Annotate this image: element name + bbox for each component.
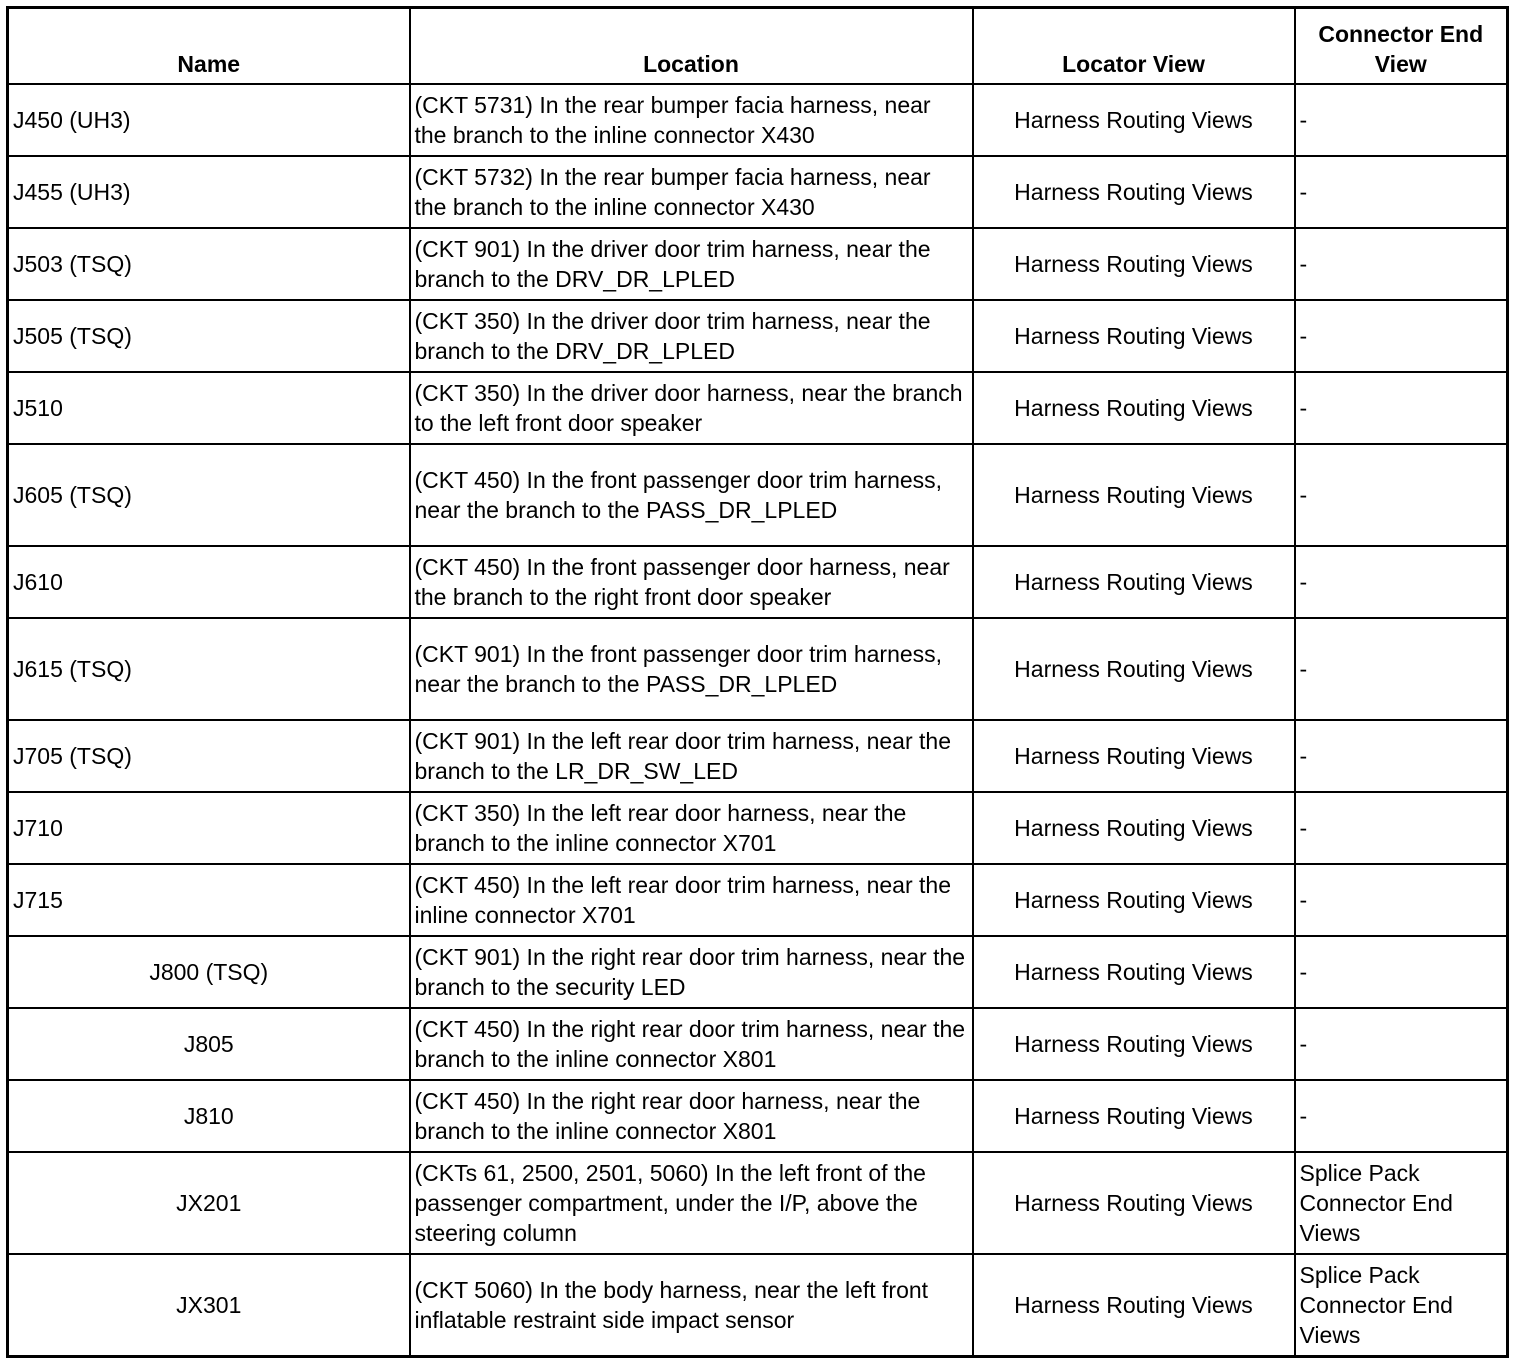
cell-locator-view: Harness Routing Views [973,618,1295,720]
table-row [8,372,1508,444]
cell-connector-end-view: - [1295,618,1508,720]
table-row [8,228,1508,300]
cell-name: J805 [8,1008,410,1080]
cell-name: J505 (TSQ) [8,300,410,372]
cell-connector-end-view: Splice Pack Connector End Views [1295,1152,1508,1254]
cell-location: (CKT 450) In the right rear door trim harness, near the branch to the inline connector X801 [410,1008,973,1080]
cell-locator-view: Harness Routing Views [973,444,1295,546]
cell-name: J800 (TSQ) [8,936,410,1008]
cell-connector-end-view: - [1295,372,1508,444]
table-row [8,936,1508,1008]
cell-connector-end-view: - [1295,546,1508,618]
cell-connector-end-view: - [1295,156,1508,228]
cell-location: (CKT 901) In the front passenger door trim harness, near the branch to the PASS_DR_LPLED [410,618,973,720]
cell-connector-end-view: - [1295,228,1508,300]
cell-location: (CKT 450) In the left rear door trim harness, near the inline connector X701 [410,864,973,936]
cell-location: (CKT 450) In the front passenger door harness, near the branch to the right front door speaker [410,546,973,618]
table-row [8,546,1508,618]
cell-name: JX201 [8,1152,410,1254]
cell-connector-end-view: - [1295,84,1508,156]
column-header-name: Name [8,8,410,85]
cell-connector-end-view: - [1295,1080,1508,1152]
cell-name: J710 [8,792,410,864]
cell-locator-view: Harness Routing Views [973,372,1295,444]
cell-locator-view: Harness Routing Views [973,1008,1295,1080]
splice-location-table-wrapper [6,6,1509,1358]
column-header-location: Location [410,8,973,85]
cell-locator-view: Harness Routing Views [973,864,1295,936]
table-header-row [8,8,1508,85]
table-row [8,1254,1508,1357]
cell-name: J810 [8,1080,410,1152]
cell-location: (CKT 350) In the driver door harness, near the branch to the left front door speaker [410,372,973,444]
table-row [8,1152,1508,1254]
cell-name: J455 (UH3) [8,156,410,228]
cell-location: (CKTs 61, 2500, 2501, 5060) In the left front of the passenger compartment, under the I/P, above the steering column [410,1152,973,1254]
cell-locator-view: Harness Routing Views [973,228,1295,300]
cell-locator-view: Harness Routing Views [973,546,1295,618]
splice-location-table [6,6,1509,1358]
table-row [8,720,1508,792]
cell-connector-end-view: - [1295,1008,1508,1080]
cell-locator-view: Harness Routing Views [973,84,1295,156]
cell-location: (CKT 5060) In the body harness, near the left front inflatable restraint side impact sensor [410,1254,973,1357]
cell-location: (CKT 901) In the driver door trim harness, near the branch to the DRV_DR_LPLED [410,228,973,300]
cell-name: J503 (TSQ) [8,228,410,300]
table-row [8,156,1508,228]
cell-name: J705 (TSQ) [8,720,410,792]
cell-locator-view: Harness Routing Views [973,720,1295,792]
cell-location: (CKT 5732) In the rear bumper facia harness, near the branch to the inline connector X430 [410,156,973,228]
cell-name: J715 [8,864,410,936]
cell-connector-end-view: Splice Pack Connector End Views [1295,1254,1508,1357]
cell-connector-end-view: - [1295,936,1508,1008]
table-row [8,1080,1508,1152]
cell-location: (CKT 5731) In the rear bumper facia harness, near the branch to the inline connector X430 [410,84,973,156]
column-header-connector-end-view: Connector End View [1295,8,1508,85]
cell-locator-view: Harness Routing Views [973,1254,1295,1357]
cell-connector-end-view: - [1295,792,1508,864]
cell-location: (CKT 901) In the left rear door trim harness, near the branch to the LR_DR_SW_LED [410,720,973,792]
cell-locator-view: Harness Routing Views [973,1152,1295,1254]
cell-name: J615 (TSQ) [8,618,410,720]
column-header-locator-view: Locator View [973,8,1295,85]
cell-location: (CKT 350) In the left rear door harness, near the branch to the inline connector X701 [410,792,973,864]
table-row [8,300,1508,372]
table-row [8,84,1508,156]
cell-name: J605 (TSQ) [8,444,410,546]
cell-connector-end-view: - [1295,300,1508,372]
cell-name: JX301 [8,1254,410,1357]
cell-location: (CKT 450) In the front passenger door trim harness, near the branch to the PASS_DR_LPLED [410,444,973,546]
cell-name: J450 (UH3) [8,84,410,156]
table-row [8,618,1508,720]
cell-name: J610 [8,546,410,618]
table-row [8,792,1508,864]
cell-locator-view: Harness Routing Views [973,300,1295,372]
cell-locator-view: Harness Routing Views [973,1080,1295,1152]
cell-connector-end-view: - [1295,720,1508,792]
cell-locator-view: Harness Routing Views [973,156,1295,228]
cell-connector-end-view: - [1295,864,1508,936]
cell-connector-end-view: - [1295,444,1508,546]
cell-name: J510 [8,372,410,444]
table-row [8,444,1508,546]
cell-locator-view: Harness Routing Views [973,936,1295,1008]
table-row [8,1008,1508,1080]
cell-location: (CKT 901) In the right rear door trim harness, near the branch to the security LED [410,936,973,1008]
cell-location: (CKT 350) In the driver door trim harness, near the branch to the DRV_DR_LPLED [410,300,973,372]
table-row [8,864,1508,936]
cell-location: (CKT 450) In the right rear door harness, near the branch to the inline connector X801 [410,1080,973,1152]
cell-locator-view: Harness Routing Views [973,792,1295,864]
